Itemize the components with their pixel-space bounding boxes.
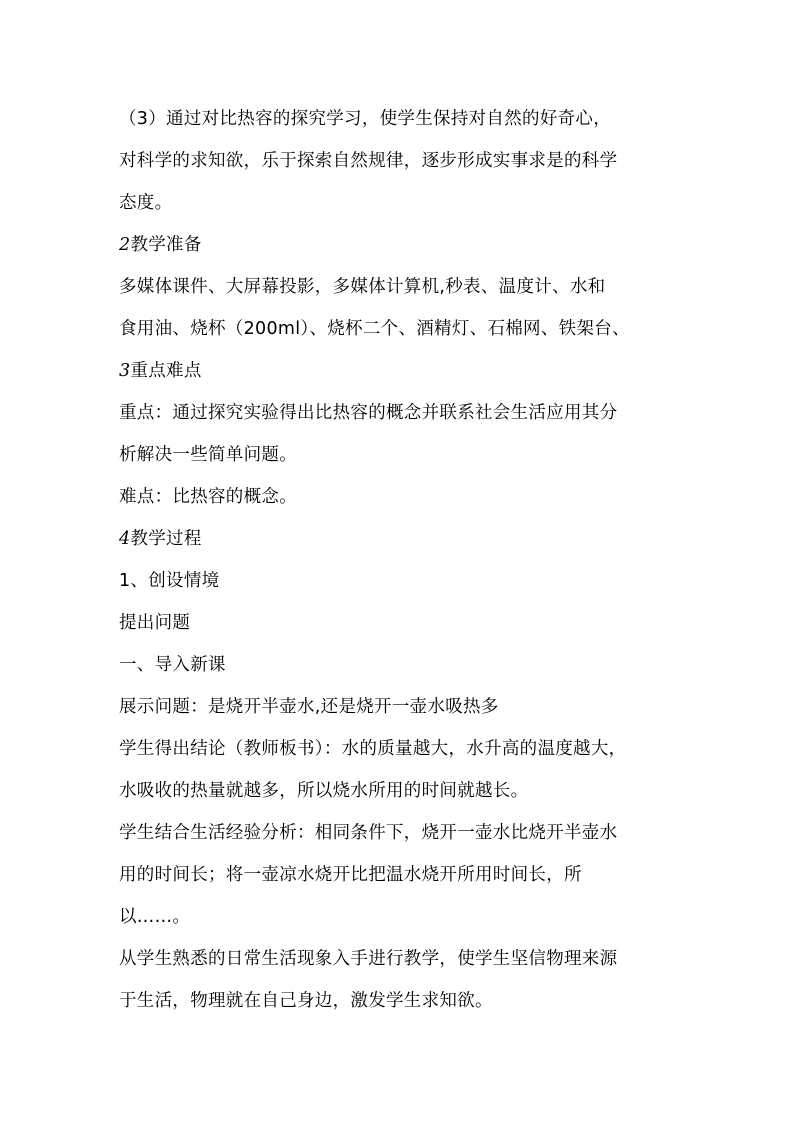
paragraph-line: 学生得出结论（教师板书）：水的质量越大，水升高的温度越大， bbox=[119, 739, 627, 759]
objective-3-paragraph bbox=[119, 98, 679, 224]
paragraph-line: 从学生熟悉的日常生活现象入手进行教学，使学生坚信物理来源 bbox=[119, 949, 618, 969]
section-title: 重点难点 bbox=[130, 361, 202, 381]
paragraph-line: 学生结合生活经验分析：相同条件下，烧开一壶水比烧开半壶水 bbox=[119, 823, 618, 843]
conclusion-paragraph bbox=[119, 728, 679, 812]
section-heading-key-difficult-points bbox=[119, 350, 679, 392]
paragraph-line: 析解决一些简单问题。 bbox=[119, 445, 297, 465]
paragraph-line: 水吸收的热量就越多，所以烧水所用的时间就越长。 bbox=[119, 781, 529, 801]
section-title: 教学准备 bbox=[130, 235, 202, 255]
key-point-paragraph bbox=[119, 392, 679, 476]
document-body bbox=[119, 98, 679, 1022]
analysis-paragraph bbox=[119, 812, 679, 938]
paragraph-line: 态度。 bbox=[119, 193, 173, 213]
section-title: 教学过程 bbox=[130, 529, 202, 549]
preparation-paragraph bbox=[119, 266, 679, 350]
summary-paragraph bbox=[119, 938, 679, 1022]
raise-question-heading: 提出问题 bbox=[119, 613, 191, 633]
show-question-paragraph: 展示问题：是烧开半壶水,还是烧开一壶水吸热多 bbox=[119, 697, 499, 717]
section-heading-teaching-preparation bbox=[119, 224, 679, 266]
section-number: 4 bbox=[119, 529, 131, 549]
paragraph-line: 多媒体课件、大屏幕投影，多媒体计算机,秒表、温度计、水和 bbox=[119, 277, 606, 297]
paragraph-line: 对科学的求知欲，乐于探索自然规律，逐步形成实事求是的科学 bbox=[119, 151, 618, 171]
step-1-heading: 1、创设情境 bbox=[119, 571, 220, 591]
section-number: 2 bbox=[119, 235, 131, 255]
section-heading-teaching-process bbox=[119, 518, 679, 560]
paragraph-line: 用的时间长；将一壶凉水烧开比把温水烧开所用时间长，所 bbox=[119, 865, 582, 885]
paragraph-line: 以……。 bbox=[119, 907, 191, 927]
paragraph-line: 食用油、烧杯（200ml）、烧杯二个、酒精灯、石棉网、铁架台、 bbox=[119, 319, 630, 339]
difficult-point-paragraph: 难点：比热容的概念。 bbox=[119, 487, 297, 507]
paragraph-line: 重点：通过探究实验得出比热容的概念并联系社会生活应用其分 bbox=[119, 403, 618, 423]
paragraph-line: 于生活，物理就在自己身边，激发学生求知欲。 bbox=[119, 991, 493, 1011]
paragraph-line: （3）通过对比热容的探究学习，使学生保持对自然的好奇心， bbox=[119, 109, 612, 129]
section-number: 3 bbox=[119, 361, 131, 381]
intro-heading: 一、导入新课 bbox=[119, 655, 226, 675]
